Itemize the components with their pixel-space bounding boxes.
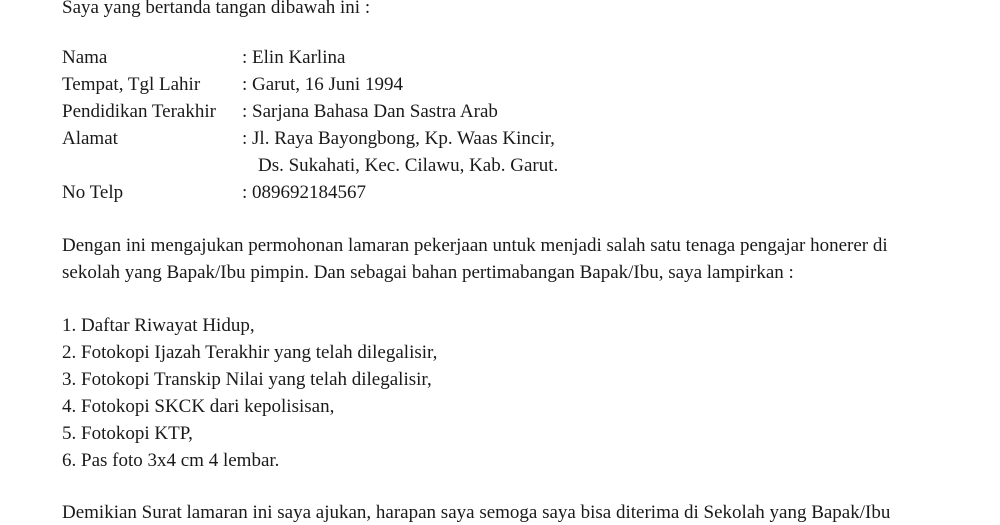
attachment-item-1: 1. Daftar Riwayat Hidup, bbox=[62, 315, 255, 336]
body-line-2: sekolah yang Bapak/Ibu pimpin. Dan sebagai bahan pertimabangan Bapak/Ibu, saya lampirkan : bbox=[62, 262, 794, 283]
attachment-item-2: 2. Fotokopi Ijazah Terakhir yang telah dilegalisir, bbox=[62, 342, 438, 363]
field-value-telp: : 089692184567 bbox=[242, 182, 367, 203]
attachment-item-4: 4. Fotokopi SKCK dari kepolisisan, bbox=[62, 396, 335, 417]
attachment-item-5: 5. Fotokopi KTP, bbox=[62, 423, 193, 444]
field-value-ttl: : Garut, 16 Juni 1994 bbox=[242, 74, 403, 95]
field-label-pendidikan: Pendidikan Terakhir bbox=[62, 101, 216, 122]
attachment-item-3: 3. Fotokopi Transkip Nilai yang telah dilegalisir, bbox=[62, 369, 432, 390]
field-value-nama: : Elin Karlina bbox=[242, 47, 346, 68]
field-value-alamat: : Jl. Raya Bayongbong, Kp. Waas Kincir, bbox=[242, 128, 555, 149]
closing-text: Demikian Surat lamaran ini saya ajukan, harapan saya semoga saya bisa diterima di Sekolah yang Bapak/Ibu bbox=[62, 502, 891, 523]
field-label-ttl: Tempat, Tgl Lahir bbox=[62, 74, 201, 95]
intro-text: Saya yang bertanda tangan dibawah ini : bbox=[62, 0, 371, 18]
field-label-alamat: Alamat bbox=[62, 128, 118, 149]
field-value-alamat-cont: Ds. Sukahati, Kec. Cilawu, Kab. Garut. bbox=[258, 155, 559, 176]
body-line-1: Dengan ini mengajukan permohonan lamaran pekerjaan untuk menjadi salah satu tenaga pengajar honerer di bbox=[62, 235, 888, 256]
field-label-nama: Nama bbox=[62, 47, 108, 68]
field-label-telp: No Telp bbox=[62, 182, 124, 203]
attachment-item-6: 6. Pas foto 3x4 cm 4 lembar. bbox=[62, 450, 280, 471]
field-value-pendidikan: : Sarjana Bahasa Dan Sastra Arab bbox=[242, 101, 498, 122]
